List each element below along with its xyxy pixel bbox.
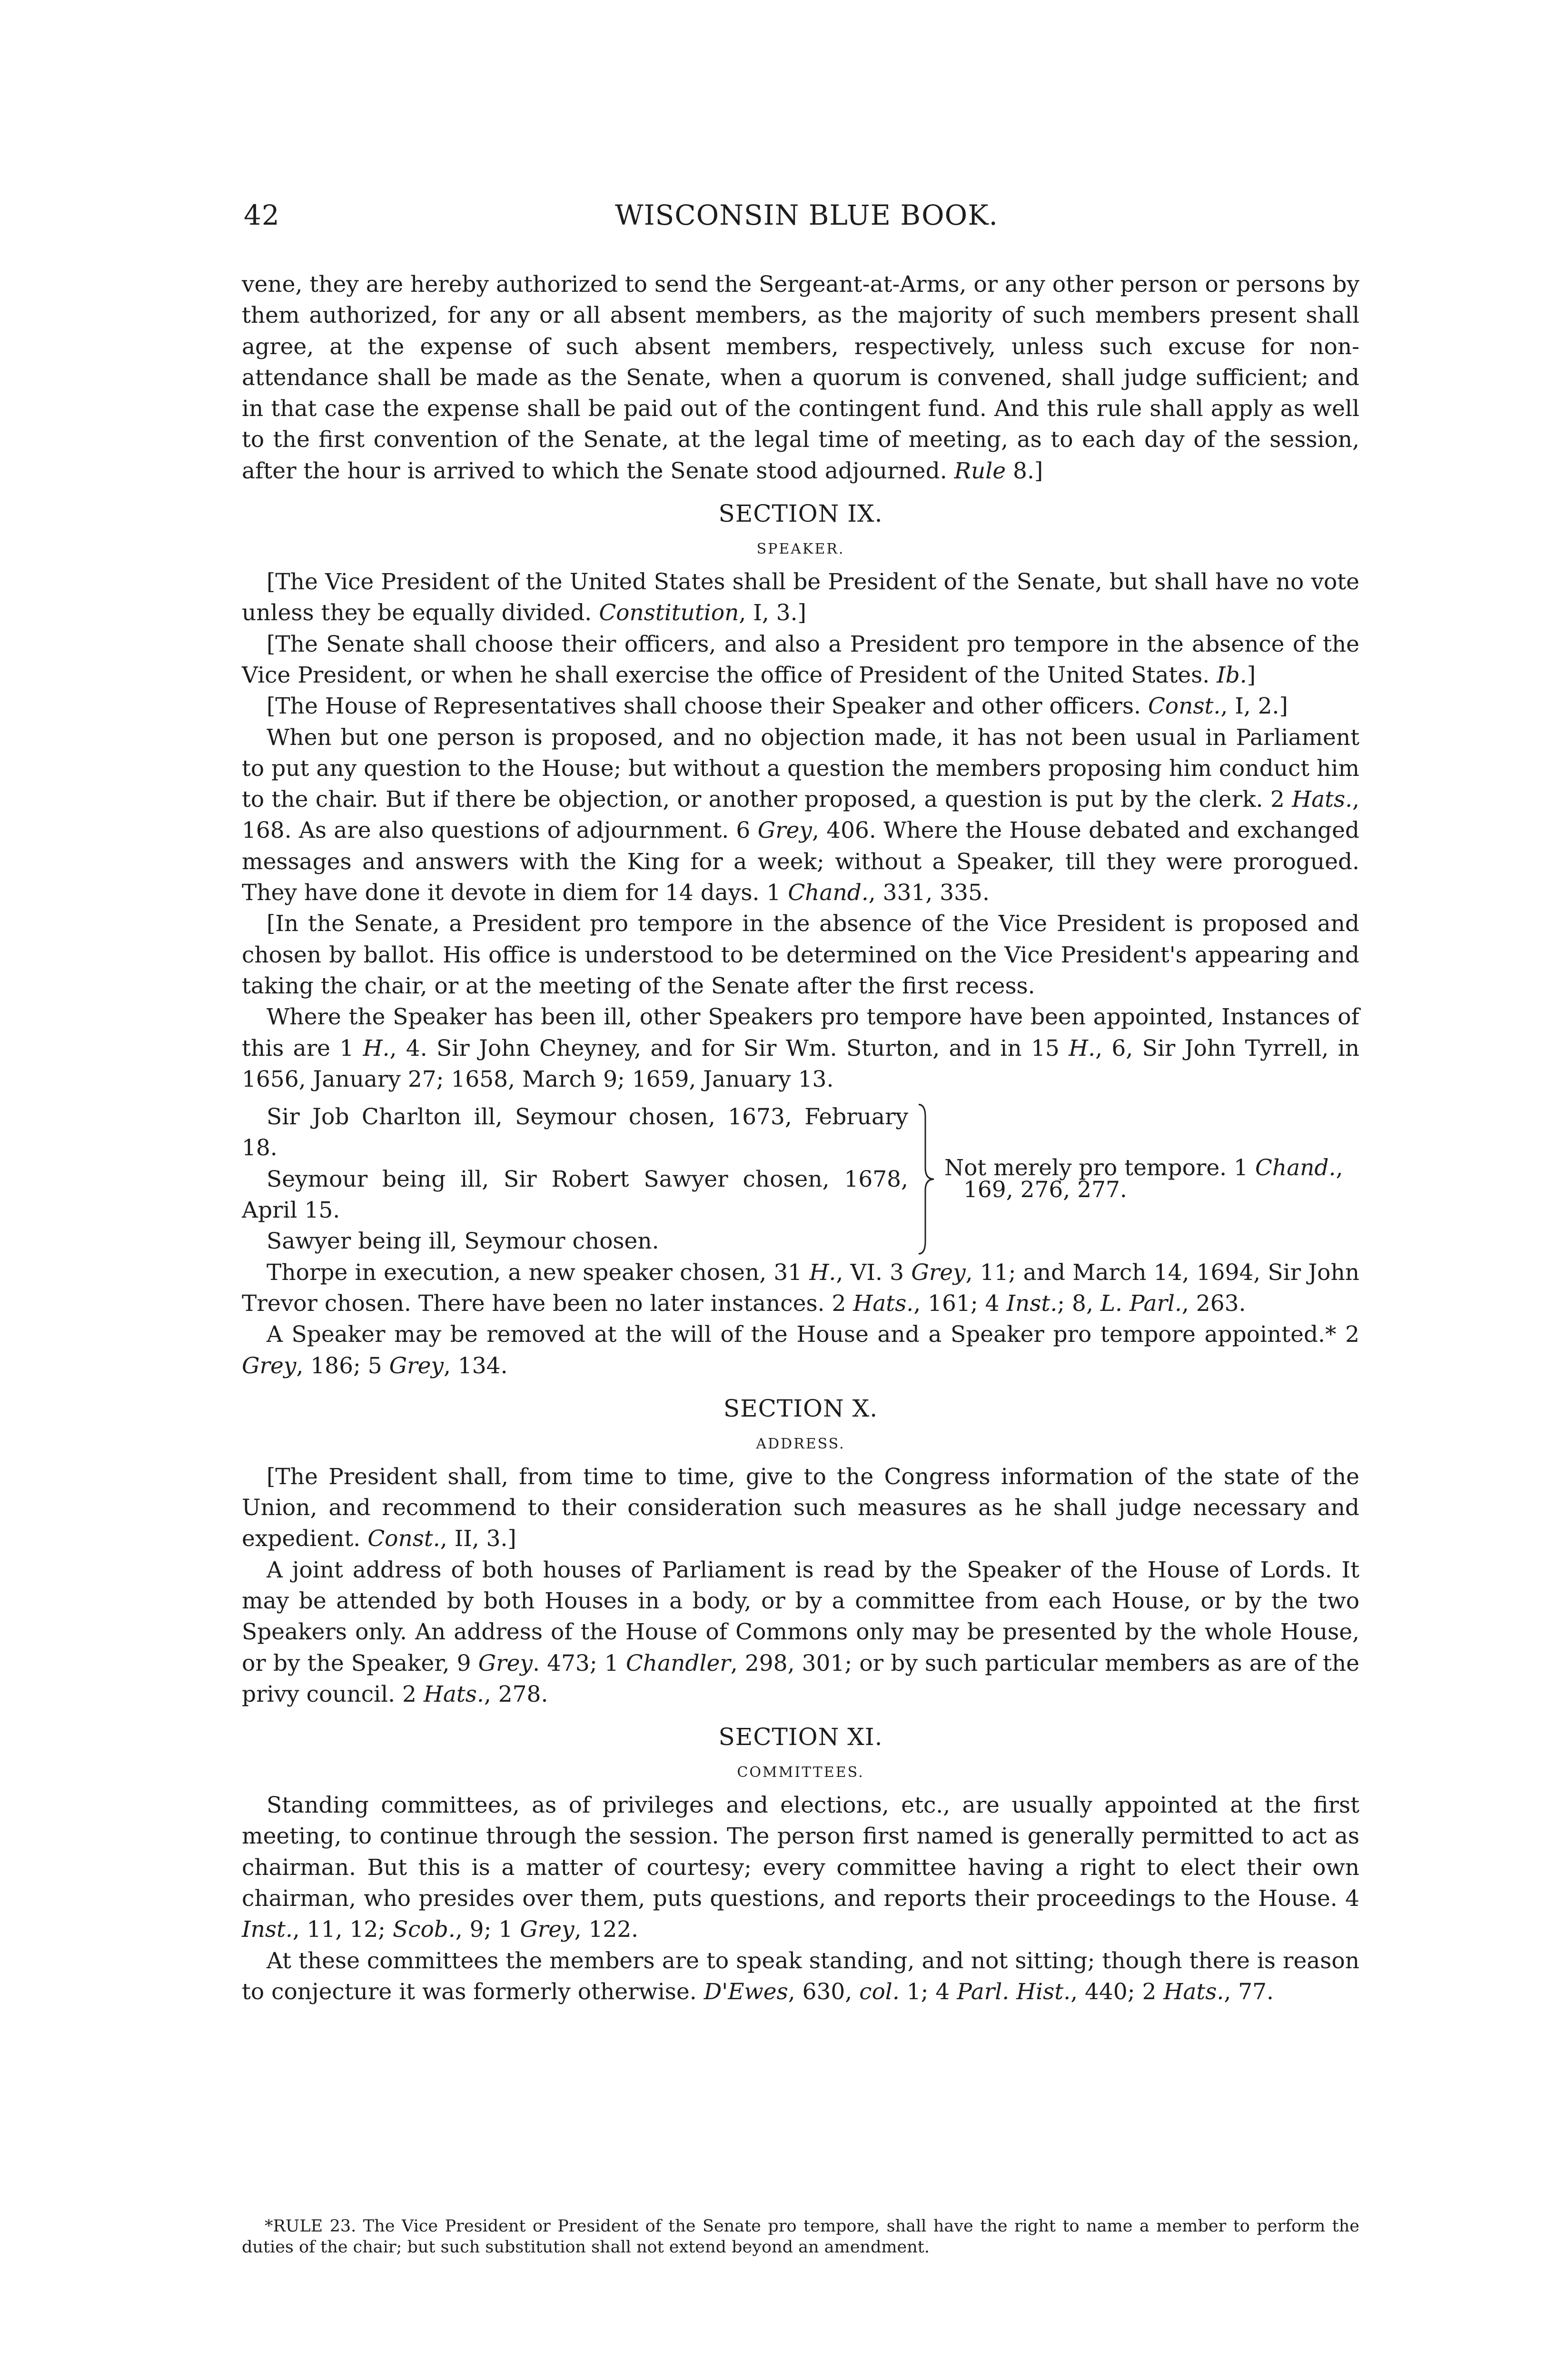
bracket-brace	[908, 1101, 941, 1257]
speakers-table	[242, 1101, 1359, 1257]
section-ix-title: SECTION IX.	[718, 500, 883, 528]
speakers-table-rows	[242, 1101, 908, 1257]
footnote: *RULE 23. The Vice President or President of the Senate pro tempore, shall have the right to name a member to perform the duties of the chair; but such substitution shall not extend beyond an amendment.	[242, 2217, 1359, 2257]
running-title: WISCONSIN BLUE BOOK.	[615, 199, 998, 231]
section-x-paragraph-1: [The President shall, from time to time, give to the Congress information of the state of the Union, and recommend to their consideration such measures as he shall judge necessary and expedient. Const., II, 3.]	[242, 1463, 1359, 1552]
brace-graphic	[908, 1101, 941, 1257]
section-xi-title: SECTION XI.	[718, 1723, 883, 1751]
section-ix-paragraph-6: Where the Speaker has been ill, other Speakers pro tempore have been appointed, Instances of this are 1 H., 4. Sir John Cheyney, and for Sir Wm. Sturton, and in 15 H., 6, Sir John Tyrrell, in 1656, January 27; 1658, March 9; 1659, January 13.	[242, 1004, 1359, 1092]
section-ix-paragraph-7: Thorpe in execution, a new speaker chosen, 31 H., VI. 3 Grey, 11; and March 14, 1694, Sir John Trevor chosen. There have been no later instances. 2 Hats., 161; 4 Inst.; 8, L. Parl., 263.	[242, 1259, 1359, 1317]
section-xi-subtitle: COMMITTEES.	[737, 1764, 864, 1781]
page-number: 42	[244, 199, 280, 231]
section-x-title: SECTION X.	[723, 1394, 878, 1422]
speakers-table-note: Not merely pro tempore. 1 Chand., 169, 276, 277.	[944, 1155, 1343, 1203]
section-ix-paragraph-8: A Speaker may be removed at the will of the House and a Speaker pro tempore appointed.* 2 Grey, 186; 5 Grey, 134.	[242, 1321, 1359, 1379]
speakers-table-row: Sawyer being ill, Seymour chosen.	[267, 1228, 659, 1255]
page-header	[244, 199, 1369, 242]
page-body	[242, 269, 1359, 2007]
section-x-paragraph-2: A joint address of both houses of Parliament is read by the Speaker of the House of Lords. It may be attended by both Houses in a body, or by a committee from each House, or by the two Speakers only. An address of the House of Commons only may be presented by the whole House, or by the Speaker, 9 Grey. 473; 1 Chandler, 298, 301; or by such particular members as are of the privy council. 2 Hats., 278.	[242, 1557, 1359, 1707]
section-xi-paragraph-1: Standing committees, as of privileges and elections, etc., are usually appointed at the first meeting, to continue through the session. The person first named is generally permitted to act as chairman. But this is a matter of courtesy; every committee having a right to elect their own chairman, who presides over them, puts questions, and reports their proceedings to the House. 4 Inst., 11, 12; Scob., 9; 1 Grey, 122.	[242, 1792, 1359, 1943]
continuation-paragraph: vene, they are hereby authorized to send the Sergeant-at-Arms, or any other person or persons by them authorized, for any or all absent members, as the majority of such members present shall agree, at the expense of such absent members, respectively, unless such excuse for non-attendance shall be made as the Senate, when a quorum is convened, shall judge sufficient; and in that case the expense shall be paid out of the contingent fund. And this rule shall apply as well to the first convention of the Senate, at the legal time of meeting, as to each day of the session, after the hour is arrived to which the Senate stood adjourned. Rule 8.]	[242, 271, 1359, 484]
section-ix-paragraph-1: [The Vice President of the United States shall be President of the Senate, but shall have no vote unless they be equally divided. Constitution, I, 3.]	[242, 569, 1359, 626]
section-ix-paragraph-5: [In the Senate, a President pro tempore in the absence of the Vice President is proposed and chosen by ballot. His office is understood to be determined on the Vice President's appearing and taking the chair, or at the meeting of the Senate after the first recess.	[242, 911, 1359, 999]
section-ix-paragraph-2: [The Senate shall choose their officers, and also a President pro tempore in the absence of the Vice President, or when he shall exercise the office of President of the United States. Ib.]	[242, 631, 1359, 688]
section-x-subtitle: ADDRESS.	[756, 1435, 845, 1452]
section-ix-paragraph-4: When but one person is proposed, and no objection made, it has not been usual in Parliament to put any question to the House; but without a question the members proposing him conduct him to the chair. But if there be objection, or another proposed, a question is put by the clerk. 2 Hats., 168. As are also questions of adjournment. 6 Grey, 406. Where the House debated and exchanged messages and answers with the King for a week; without a Speaker, till they were prorogued. They have done it devote in diem for 14 days. 1 Chand., 331, 335.	[242, 724, 1359, 906]
speakers-table-row: Seymour being ill, Sir Robert Sawyer chosen, 1678, April 15.	[242, 1166, 908, 1224]
speakers-table-row: Sir Job Charlton ill, Seymour chosen, 1673, February 18.	[242, 1104, 908, 1161]
section-xi-paragraph-2: At these committees the members are to speak standing, and not sitting; though there is reason to conjecture it was formerly otherwise. D'Ewes, 630, col. 1; 4 Parl. Hist., 440; 2 Hats., 77.	[242, 1947, 1359, 2005]
section-ix-subtitle: SPEAKER.	[756, 541, 845, 558]
section-ix-paragraph-3: [The House of Representatives shall choose their Speaker and other officers. Const., I, 2.]	[267, 693, 1288, 720]
